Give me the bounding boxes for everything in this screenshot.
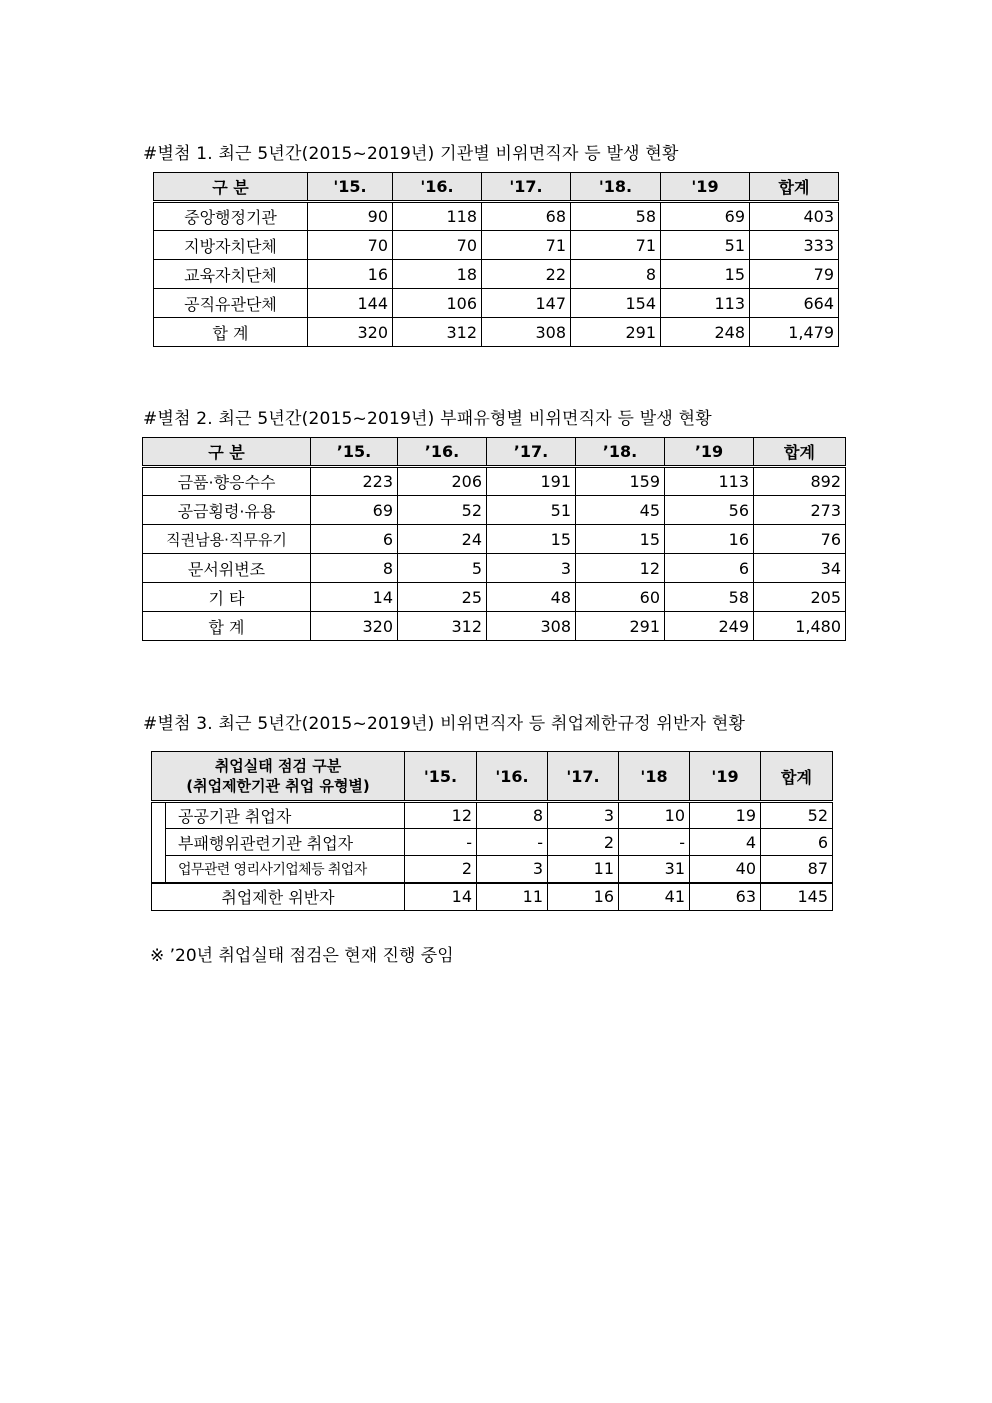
cell: 25 <box>398 583 487 612</box>
cell: 3 <box>477 856 548 883</box>
indent-spacer <box>152 802 166 883</box>
table1-header: '18. <box>571 173 661 202</box>
table-row <box>152 829 833 856</box>
cell: 312 <box>398 612 487 641</box>
cell: 12 <box>576 554 665 583</box>
cell: 308 <box>482 318 571 347</box>
cell: 1,479 <box>750 318 839 347</box>
cell: 71 <box>571 231 661 260</box>
cell: 291 <box>571 318 661 347</box>
row-label: 부패행위관련기관 취업자 <box>166 829 405 856</box>
table-row-total <box>154 318 839 347</box>
cell: 664 <box>750 289 839 318</box>
cell: 71 <box>482 231 571 260</box>
table3-header: '16. <box>477 752 548 802</box>
row-label: 합 계 <box>143 612 311 641</box>
cell: 70 <box>308 231 393 260</box>
cell: 41 <box>619 883 690 911</box>
cell: 320 <box>308 318 393 347</box>
table2-header: ’15. <box>311 438 398 467</box>
cell: 76 <box>754 525 846 554</box>
cell: 273 <box>754 496 846 525</box>
cell: 147 <box>482 289 571 318</box>
table1-header: '16. <box>393 173 482 202</box>
table2-caption: #별첨 2. 최근 5년간(2015~2019년) 부패유형별 비위면직자 등 발생 현황 <box>143 409 712 429</box>
table-row <box>152 856 833 883</box>
cell: 145 <box>761 883 833 911</box>
cell: 312 <box>393 318 482 347</box>
cell: 6 <box>761 829 833 856</box>
row-label: 공직유관단체 <box>154 289 308 318</box>
cell: 118 <box>393 202 482 231</box>
table-row-total <box>152 883 833 911</box>
cell: 106 <box>393 289 482 318</box>
table2-header: 합계 <box>754 438 846 467</box>
table-row <box>154 231 839 260</box>
cell: 69 <box>311 496 398 525</box>
cell: 4 <box>690 829 761 856</box>
row-label: 지방자치단체 <box>154 231 308 260</box>
row-label: 기 타 <box>143 583 311 612</box>
cell: - <box>405 829 477 856</box>
cell: 291 <box>576 612 665 641</box>
table1-header: '17. <box>482 173 571 202</box>
cell: 16 <box>308 260 393 289</box>
cell: 6 <box>311 525 398 554</box>
table2-header: ’19 <box>665 438 754 467</box>
cell: 892 <box>754 467 846 496</box>
table1-header: 구 분 <box>154 173 308 202</box>
cell: - <box>477 829 548 856</box>
cell: 16 <box>548 883 619 911</box>
cell: 12 <box>405 802 477 829</box>
cell: 19 <box>690 802 761 829</box>
table-row <box>143 467 846 496</box>
cell: 11 <box>477 883 548 911</box>
table2-header: ’16. <box>398 438 487 467</box>
cell: 320 <box>311 612 398 641</box>
table-row <box>143 554 846 583</box>
cell: 2 <box>405 856 477 883</box>
table1-header: '19 <box>661 173 750 202</box>
header-line2: (취업제한기관 취업 유형별) <box>186 777 370 795</box>
table3-header: '17. <box>548 752 619 802</box>
cell: 18 <box>393 260 482 289</box>
cell: 223 <box>311 467 398 496</box>
cell: 5 <box>398 554 487 583</box>
cell: 16 <box>665 525 754 554</box>
cell: 34 <box>754 554 846 583</box>
cell: 22 <box>482 260 571 289</box>
cell: 87 <box>761 856 833 883</box>
table2-header: 구 분 <box>143 438 311 467</box>
row-label: 합 계 <box>154 318 308 347</box>
table2 <box>142 437 846 641</box>
cell: - <box>619 829 690 856</box>
table-row <box>154 202 839 231</box>
table-row <box>143 583 846 612</box>
footnote: ※ ’20년 취업실태 점검은 현재 진행 중임 <box>150 946 454 966</box>
row-label: 문서위변조 <box>143 554 311 583</box>
cell: 205 <box>754 583 846 612</box>
table3-caption: #별첨 3. 최근 5년간(2015~2019년) 비위면직자 등 취업제한규정 위반자 현황 <box>143 714 746 734</box>
cell: 11 <box>548 856 619 883</box>
cell: 2 <box>548 829 619 856</box>
cell: 3 <box>548 802 619 829</box>
cell: 58 <box>665 583 754 612</box>
cell: 51 <box>487 496 576 525</box>
cell: 206 <box>398 467 487 496</box>
cell: 70 <box>393 231 482 260</box>
table3 <box>151 751 833 911</box>
table3-header: '18 <box>619 752 690 802</box>
cell: 8 <box>477 802 548 829</box>
table-row <box>143 496 846 525</box>
cell: 52 <box>761 802 833 829</box>
cell: 40 <box>690 856 761 883</box>
cell: 69 <box>661 202 750 231</box>
cell: 144 <box>308 289 393 318</box>
cell: 10 <box>619 802 690 829</box>
table-row <box>143 525 846 554</box>
cell: 1,480 <box>754 612 846 641</box>
cell: 58 <box>571 202 661 231</box>
table3-header: '15. <box>405 752 477 802</box>
cell: 113 <box>661 289 750 318</box>
cell: 191 <box>487 467 576 496</box>
cell: 24 <box>398 525 487 554</box>
cell: 154 <box>571 289 661 318</box>
cell: 14 <box>311 583 398 612</box>
row-label: 교육자치단체 <box>154 260 308 289</box>
cell: 79 <box>750 260 839 289</box>
cell: 159 <box>576 467 665 496</box>
table1-header: 합계 <box>750 173 839 202</box>
cell: 56 <box>665 496 754 525</box>
table-row <box>154 260 839 289</box>
cell: 403 <box>750 202 839 231</box>
row-label: 취업제한 위반자 <box>152 883 405 911</box>
table1-caption: #별첨 1. 최근 5년간(2015~2019년) 기관별 비위면직자 등 발생 현황 <box>143 144 679 164</box>
cell: 248 <box>661 318 750 347</box>
table1 <box>153 172 839 347</box>
cell: 52 <box>398 496 487 525</box>
cell: 6 <box>665 554 754 583</box>
table-row-total <box>143 612 846 641</box>
table-row <box>154 289 839 318</box>
header-line1: 취업실태 점검 구분 <box>214 757 342 775</box>
cell: 48 <box>487 583 576 612</box>
cell: 15 <box>487 525 576 554</box>
row-label: 금품·향응수수 <box>143 467 311 496</box>
cell: 45 <box>576 496 665 525</box>
row-label: 업무관련 영리사기업체등 취업자 <box>166 856 405 883</box>
table-row <box>152 802 833 829</box>
cell: 15 <box>661 260 750 289</box>
table1-header: '15. <box>308 173 393 202</box>
cell: 333 <box>750 231 839 260</box>
cell: 249 <box>665 612 754 641</box>
row-label: 공금횡령·유용 <box>143 496 311 525</box>
cell: 31 <box>619 856 690 883</box>
table3-header-category <box>152 752 405 802</box>
cell: 15 <box>576 525 665 554</box>
row-label: 중앙행정기관 <box>154 202 308 231</box>
cell: 8 <box>311 554 398 583</box>
cell: 308 <box>487 612 576 641</box>
cell: 14 <box>405 883 477 911</box>
cell: 90 <box>308 202 393 231</box>
cell: 8 <box>571 260 661 289</box>
cell: 68 <box>482 202 571 231</box>
cell: 51 <box>661 231 750 260</box>
cell: 3 <box>487 554 576 583</box>
row-label: 공공기관 취업자 <box>166 802 405 829</box>
table3-header: '19 <box>690 752 761 802</box>
table2-header: ’17. <box>487 438 576 467</box>
cell: 60 <box>576 583 665 612</box>
row-label: 직권남용·직무유기 <box>143 525 311 554</box>
cell: 63 <box>690 883 761 911</box>
table3-header: 합계 <box>761 752 833 802</box>
cell: 113 <box>665 467 754 496</box>
table2-header: ’18. <box>576 438 665 467</box>
